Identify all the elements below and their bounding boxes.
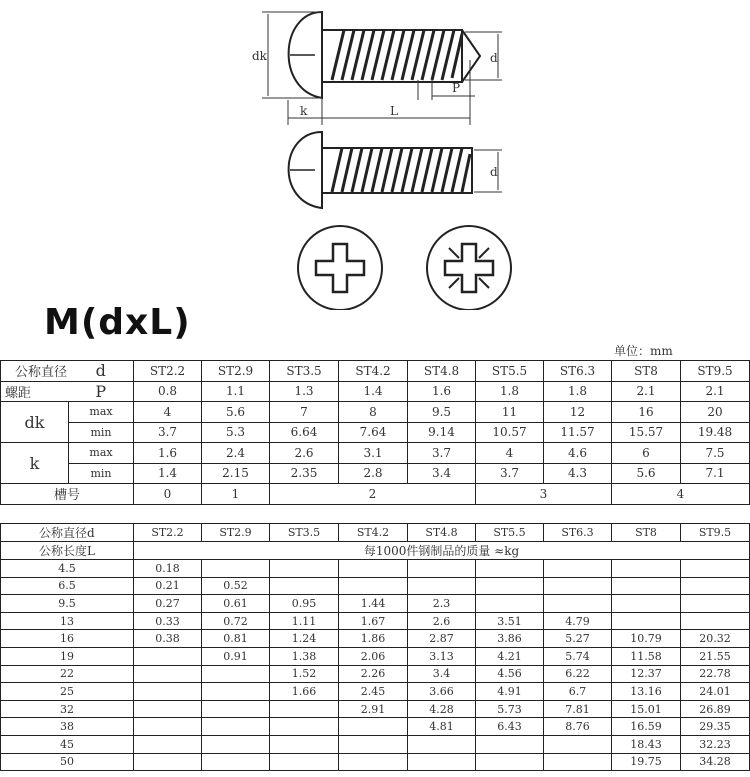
row-symbol: P xyxy=(69,381,134,402)
table-cell: 4.28 xyxy=(408,700,476,718)
table-cell: 2.3 xyxy=(408,595,476,613)
table-cell: 1 xyxy=(202,484,270,505)
table-cell xyxy=(476,595,544,613)
length-cell: 38 xyxy=(1,718,134,736)
table-cell xyxy=(476,753,544,771)
length-cell: 4.5 xyxy=(1,560,134,578)
size-header: ST8 xyxy=(612,361,681,382)
table-cell xyxy=(476,560,544,578)
dk-dim-label: dk xyxy=(252,49,267,63)
length-cell: 45 xyxy=(1,735,134,753)
table-cell xyxy=(202,735,270,753)
table-cell: 2.87 xyxy=(408,630,476,648)
row-label: 螺距 xyxy=(1,381,69,402)
weight-table xyxy=(0,523,750,771)
table-cell: 2.1 xyxy=(612,381,681,402)
table-cell: 4.91 xyxy=(476,683,544,701)
size-header: ST2.2 xyxy=(134,361,202,382)
table-cell xyxy=(270,700,339,718)
table-cell: 7.81 xyxy=(544,700,612,718)
size-header: ST4.8 xyxy=(408,361,476,382)
table-row xyxy=(1,463,750,484)
table-cell xyxy=(202,560,270,578)
size-header: ST2.9 xyxy=(202,361,270,382)
size-header: ST9.5 xyxy=(681,524,750,542)
table-cell: 5.6 xyxy=(612,463,681,484)
table-cell xyxy=(612,560,681,578)
table-row xyxy=(1,402,750,423)
size-header: ST4.2 xyxy=(339,524,408,542)
row-label: 公称直径 xyxy=(1,361,69,382)
table-cell xyxy=(134,718,202,736)
table-cell: 1.6 xyxy=(408,381,476,402)
table-cell: 5.74 xyxy=(544,647,612,665)
table-cell: 3.51 xyxy=(476,612,544,630)
table-cell: 16 xyxy=(612,402,681,423)
length-cell: 6.5 xyxy=(1,577,134,595)
table-cell: 1.8 xyxy=(544,381,612,402)
table-row xyxy=(1,700,750,718)
table-cell: 0.21 xyxy=(134,577,202,595)
table-cell xyxy=(408,753,476,771)
table-cell: 3.13 xyxy=(408,647,476,665)
table-cell: 0.95 xyxy=(270,595,339,613)
table-cell: 7 xyxy=(270,402,339,423)
table-cell: 11.58 xyxy=(612,647,681,665)
table-row xyxy=(1,443,750,464)
table-row xyxy=(1,753,750,771)
table-cell: 2.35 xyxy=(270,463,339,484)
table-row xyxy=(1,361,750,382)
table-cell: 10.79 xyxy=(612,630,681,648)
table-cell: 0.81 xyxy=(202,630,270,648)
table-cell: 3.7 xyxy=(476,463,544,484)
table-cell: 2.15 xyxy=(202,463,270,484)
table-cell: 3.7 xyxy=(408,443,476,464)
table-cell: 1.1 xyxy=(202,381,270,402)
table-cell: 4.81 xyxy=(408,718,476,736)
table-cell: 0.72 xyxy=(202,612,270,630)
table-cell: 3.66 xyxy=(408,683,476,701)
table-cell: 20.32 xyxy=(681,630,750,648)
table-cell xyxy=(202,718,270,736)
table-cell: 4.21 xyxy=(476,647,544,665)
screw-drawing xyxy=(240,0,540,310)
table-cell: 12.37 xyxy=(612,665,681,683)
table-cell xyxy=(339,718,408,736)
table-cell xyxy=(134,700,202,718)
table-cell xyxy=(544,595,612,613)
table-row xyxy=(1,630,750,648)
table-cell xyxy=(202,753,270,771)
size-header: ST5.5 xyxy=(476,524,544,542)
size-header: ST4.8 xyxy=(408,524,476,542)
table-cell: 5.73 xyxy=(476,700,544,718)
table-cell: 0 xyxy=(134,484,202,505)
table-cell: 3.4 xyxy=(408,665,476,683)
table-cell xyxy=(270,753,339,771)
table-cell xyxy=(202,665,270,683)
table-row xyxy=(1,381,750,402)
table-cell: 10.57 xyxy=(476,422,544,443)
table-cell xyxy=(681,612,750,630)
table-row xyxy=(1,542,750,560)
table-cell xyxy=(476,577,544,595)
table-cell: 1.4 xyxy=(134,463,202,484)
size-header: ST8 xyxy=(612,524,681,542)
table-cell xyxy=(134,753,202,771)
row-sublabel: min xyxy=(69,463,134,484)
table-row xyxy=(1,595,750,613)
table-cell xyxy=(270,735,339,753)
page-title: M(dxL) xyxy=(44,302,191,343)
table-caption: 每1000件钢制品的质量 ≈kg xyxy=(134,542,750,560)
column-header: 公称直径d xyxy=(1,524,134,542)
table-cell: 2.6 xyxy=(408,612,476,630)
table-cell: 29.35 xyxy=(681,718,750,736)
row-label: 槽号 xyxy=(1,484,134,505)
table-cell xyxy=(544,753,612,771)
table-cell: 26.89 xyxy=(681,700,750,718)
phillips-head-icon xyxy=(298,226,382,310)
table-cell: 20 xyxy=(681,402,750,423)
table-cell: 1.8 xyxy=(476,381,544,402)
table-cell xyxy=(544,735,612,753)
table-cell: 4.3 xyxy=(544,463,612,484)
table-cell: 1.6 xyxy=(134,443,202,464)
table-cell: 1.44 xyxy=(339,595,408,613)
table-cell: 1.3 xyxy=(270,381,339,402)
table-cell: 24.01 xyxy=(681,683,750,701)
table-cell: 2.6 xyxy=(270,443,339,464)
d-dim-label-top: d xyxy=(490,51,498,65)
table-cell xyxy=(408,577,476,595)
table-cell: 21.55 xyxy=(681,647,750,665)
table-cell: 7.1 xyxy=(681,463,750,484)
table-cell xyxy=(408,735,476,753)
row-sublabel: max xyxy=(69,443,134,464)
table-cell xyxy=(202,683,270,701)
length-cell: 13 xyxy=(1,612,134,630)
table-row xyxy=(1,718,750,736)
length-cell: 16 xyxy=(1,630,134,648)
table-cell: 2.45 xyxy=(339,683,408,701)
length-cell: 32 xyxy=(1,700,134,718)
table-cell xyxy=(270,577,339,595)
table-cell xyxy=(544,560,612,578)
table-cell: 1.86 xyxy=(339,630,408,648)
table-cell: 3 xyxy=(476,484,612,505)
table-cell: 15.01 xyxy=(612,700,681,718)
size-header: ST9.5 xyxy=(681,361,750,382)
l-dim-label: L xyxy=(390,104,398,118)
table-cell xyxy=(270,560,339,578)
p-dim-label: P xyxy=(452,81,461,95)
table-cell: 11 xyxy=(476,402,544,423)
table-row xyxy=(1,577,750,595)
table-cell: 2.91 xyxy=(339,700,408,718)
table-cell: 12 xyxy=(544,402,612,423)
table-cell: 1.4 xyxy=(339,381,408,402)
table-cell: 16.59 xyxy=(612,718,681,736)
size-header: ST4.2 xyxy=(339,361,408,382)
spec-table xyxy=(0,360,750,505)
size-header: ST3.5 xyxy=(270,524,339,542)
table-cell: 1.11 xyxy=(270,612,339,630)
table-cell: 0.61 xyxy=(202,595,270,613)
table-cell: 3.7 xyxy=(134,422,202,443)
table-cell xyxy=(476,735,544,753)
row-label: dk xyxy=(1,402,69,443)
table-cell: 0.33 xyxy=(134,612,202,630)
table-cell xyxy=(339,735,408,753)
pozidriv-head-icon xyxy=(427,226,511,310)
row-symbol: d xyxy=(69,361,134,382)
table-cell xyxy=(339,560,408,578)
table-cell: 1.67 xyxy=(339,612,408,630)
table-cell: 0.91 xyxy=(202,647,270,665)
length-cell: 19 xyxy=(1,647,134,665)
table-cell: 13.16 xyxy=(612,683,681,701)
d-dim-label-bottom: d xyxy=(490,165,498,179)
table-cell: 34.28 xyxy=(681,753,750,771)
table-cell: 1.66 xyxy=(270,683,339,701)
size-header: ST2.2 xyxy=(134,524,202,542)
table-cell: 19.75 xyxy=(612,753,681,771)
row-label: k xyxy=(1,443,69,484)
table-cell: 2.26 xyxy=(339,665,408,683)
table-cell: 4 xyxy=(476,443,544,464)
table-cell xyxy=(134,665,202,683)
table-cell: 1.38 xyxy=(270,647,339,665)
table-cell: 4.79 xyxy=(544,612,612,630)
table-cell: 8.76 xyxy=(544,718,612,736)
table-cell: 9.5 xyxy=(408,402,476,423)
table-cell: 2.8 xyxy=(339,463,408,484)
table-cell: 3.1 xyxy=(339,443,408,464)
table-cell: 11.57 xyxy=(544,422,612,443)
table-cell xyxy=(681,577,750,595)
table-cell: 5.3 xyxy=(202,422,270,443)
table-row xyxy=(1,683,750,701)
table-row xyxy=(1,524,750,542)
table-row xyxy=(1,422,750,443)
table-cell xyxy=(134,647,202,665)
length-cell: 22 xyxy=(1,665,134,683)
table-cell: 22.78 xyxy=(681,665,750,683)
table-cell: 5.6 xyxy=(202,402,270,423)
table-cell: 4.6 xyxy=(544,443,612,464)
table-cell: 0.52 xyxy=(202,577,270,595)
table-row xyxy=(1,484,750,505)
table-row xyxy=(1,665,750,683)
table-row xyxy=(1,735,750,753)
table-cell xyxy=(612,612,681,630)
table-cell: 5.27 xyxy=(544,630,612,648)
table-cell: 7.64 xyxy=(339,422,408,443)
row-sublabel: max xyxy=(69,402,134,423)
length-cell: 9.5 xyxy=(1,595,134,613)
table-cell: 6.64 xyxy=(270,422,339,443)
table-cell xyxy=(612,595,681,613)
table-cell: 2.06 xyxy=(339,647,408,665)
table-cell: 0.27 xyxy=(134,595,202,613)
table-cell: 1.52 xyxy=(270,665,339,683)
size-header: ST6.3 xyxy=(544,524,612,542)
table-row xyxy=(1,647,750,665)
table-cell xyxy=(681,595,750,613)
table-cell xyxy=(134,683,202,701)
table-cell: 2.1 xyxy=(681,381,750,402)
size-header: ST3.5 xyxy=(270,361,339,382)
table-cell: 19.48 xyxy=(681,422,750,443)
table-cell xyxy=(202,700,270,718)
table-cell xyxy=(270,718,339,736)
table-cell: 6 xyxy=(612,443,681,464)
table-cell xyxy=(339,753,408,771)
size-header: ST2.9 xyxy=(202,524,270,542)
k-dim-label: k xyxy=(300,104,308,118)
size-header: ST6.3 xyxy=(544,361,612,382)
table-cell: 32.23 xyxy=(681,735,750,753)
table-cell xyxy=(339,577,408,595)
table-cell: 7.5 xyxy=(681,443,750,464)
table-cell xyxy=(134,735,202,753)
table-cell: 3.4 xyxy=(408,463,476,484)
unit-label: 单位：mm xyxy=(614,344,673,358)
length-cell: 25 xyxy=(1,683,134,701)
table-cell: 6.7 xyxy=(544,683,612,701)
table-cell: 8 xyxy=(339,402,408,423)
table-cell: 9.14 xyxy=(408,422,476,443)
table-cell: 6.22 xyxy=(544,665,612,683)
row-sublabel: min xyxy=(69,422,134,443)
table-cell xyxy=(681,560,750,578)
table-cell: 18.43 xyxy=(612,735,681,753)
table-cell xyxy=(408,560,476,578)
table-cell: 3.86 xyxy=(476,630,544,648)
table-cell: 2 xyxy=(270,484,476,505)
column-header: 公称长度L xyxy=(1,542,134,560)
size-header: ST5.5 xyxy=(476,361,544,382)
table-row xyxy=(1,560,750,578)
table-cell: 2.4 xyxy=(202,443,270,464)
table-cell: 0.38 xyxy=(134,630,202,648)
table-cell: 4 xyxy=(612,484,750,505)
table-cell: 4 xyxy=(134,402,202,423)
table-cell: 6.43 xyxy=(476,718,544,736)
table-row xyxy=(1,612,750,630)
table-cell: 0.8 xyxy=(134,381,202,402)
table-cell: 15.57 xyxy=(612,422,681,443)
table-cell xyxy=(544,577,612,595)
length-cell: 50 xyxy=(1,753,134,771)
table-cell: 0.18 xyxy=(134,560,202,578)
table-cell: 4.56 xyxy=(476,665,544,683)
table-cell: 1.24 xyxy=(270,630,339,648)
table-cell xyxy=(612,577,681,595)
